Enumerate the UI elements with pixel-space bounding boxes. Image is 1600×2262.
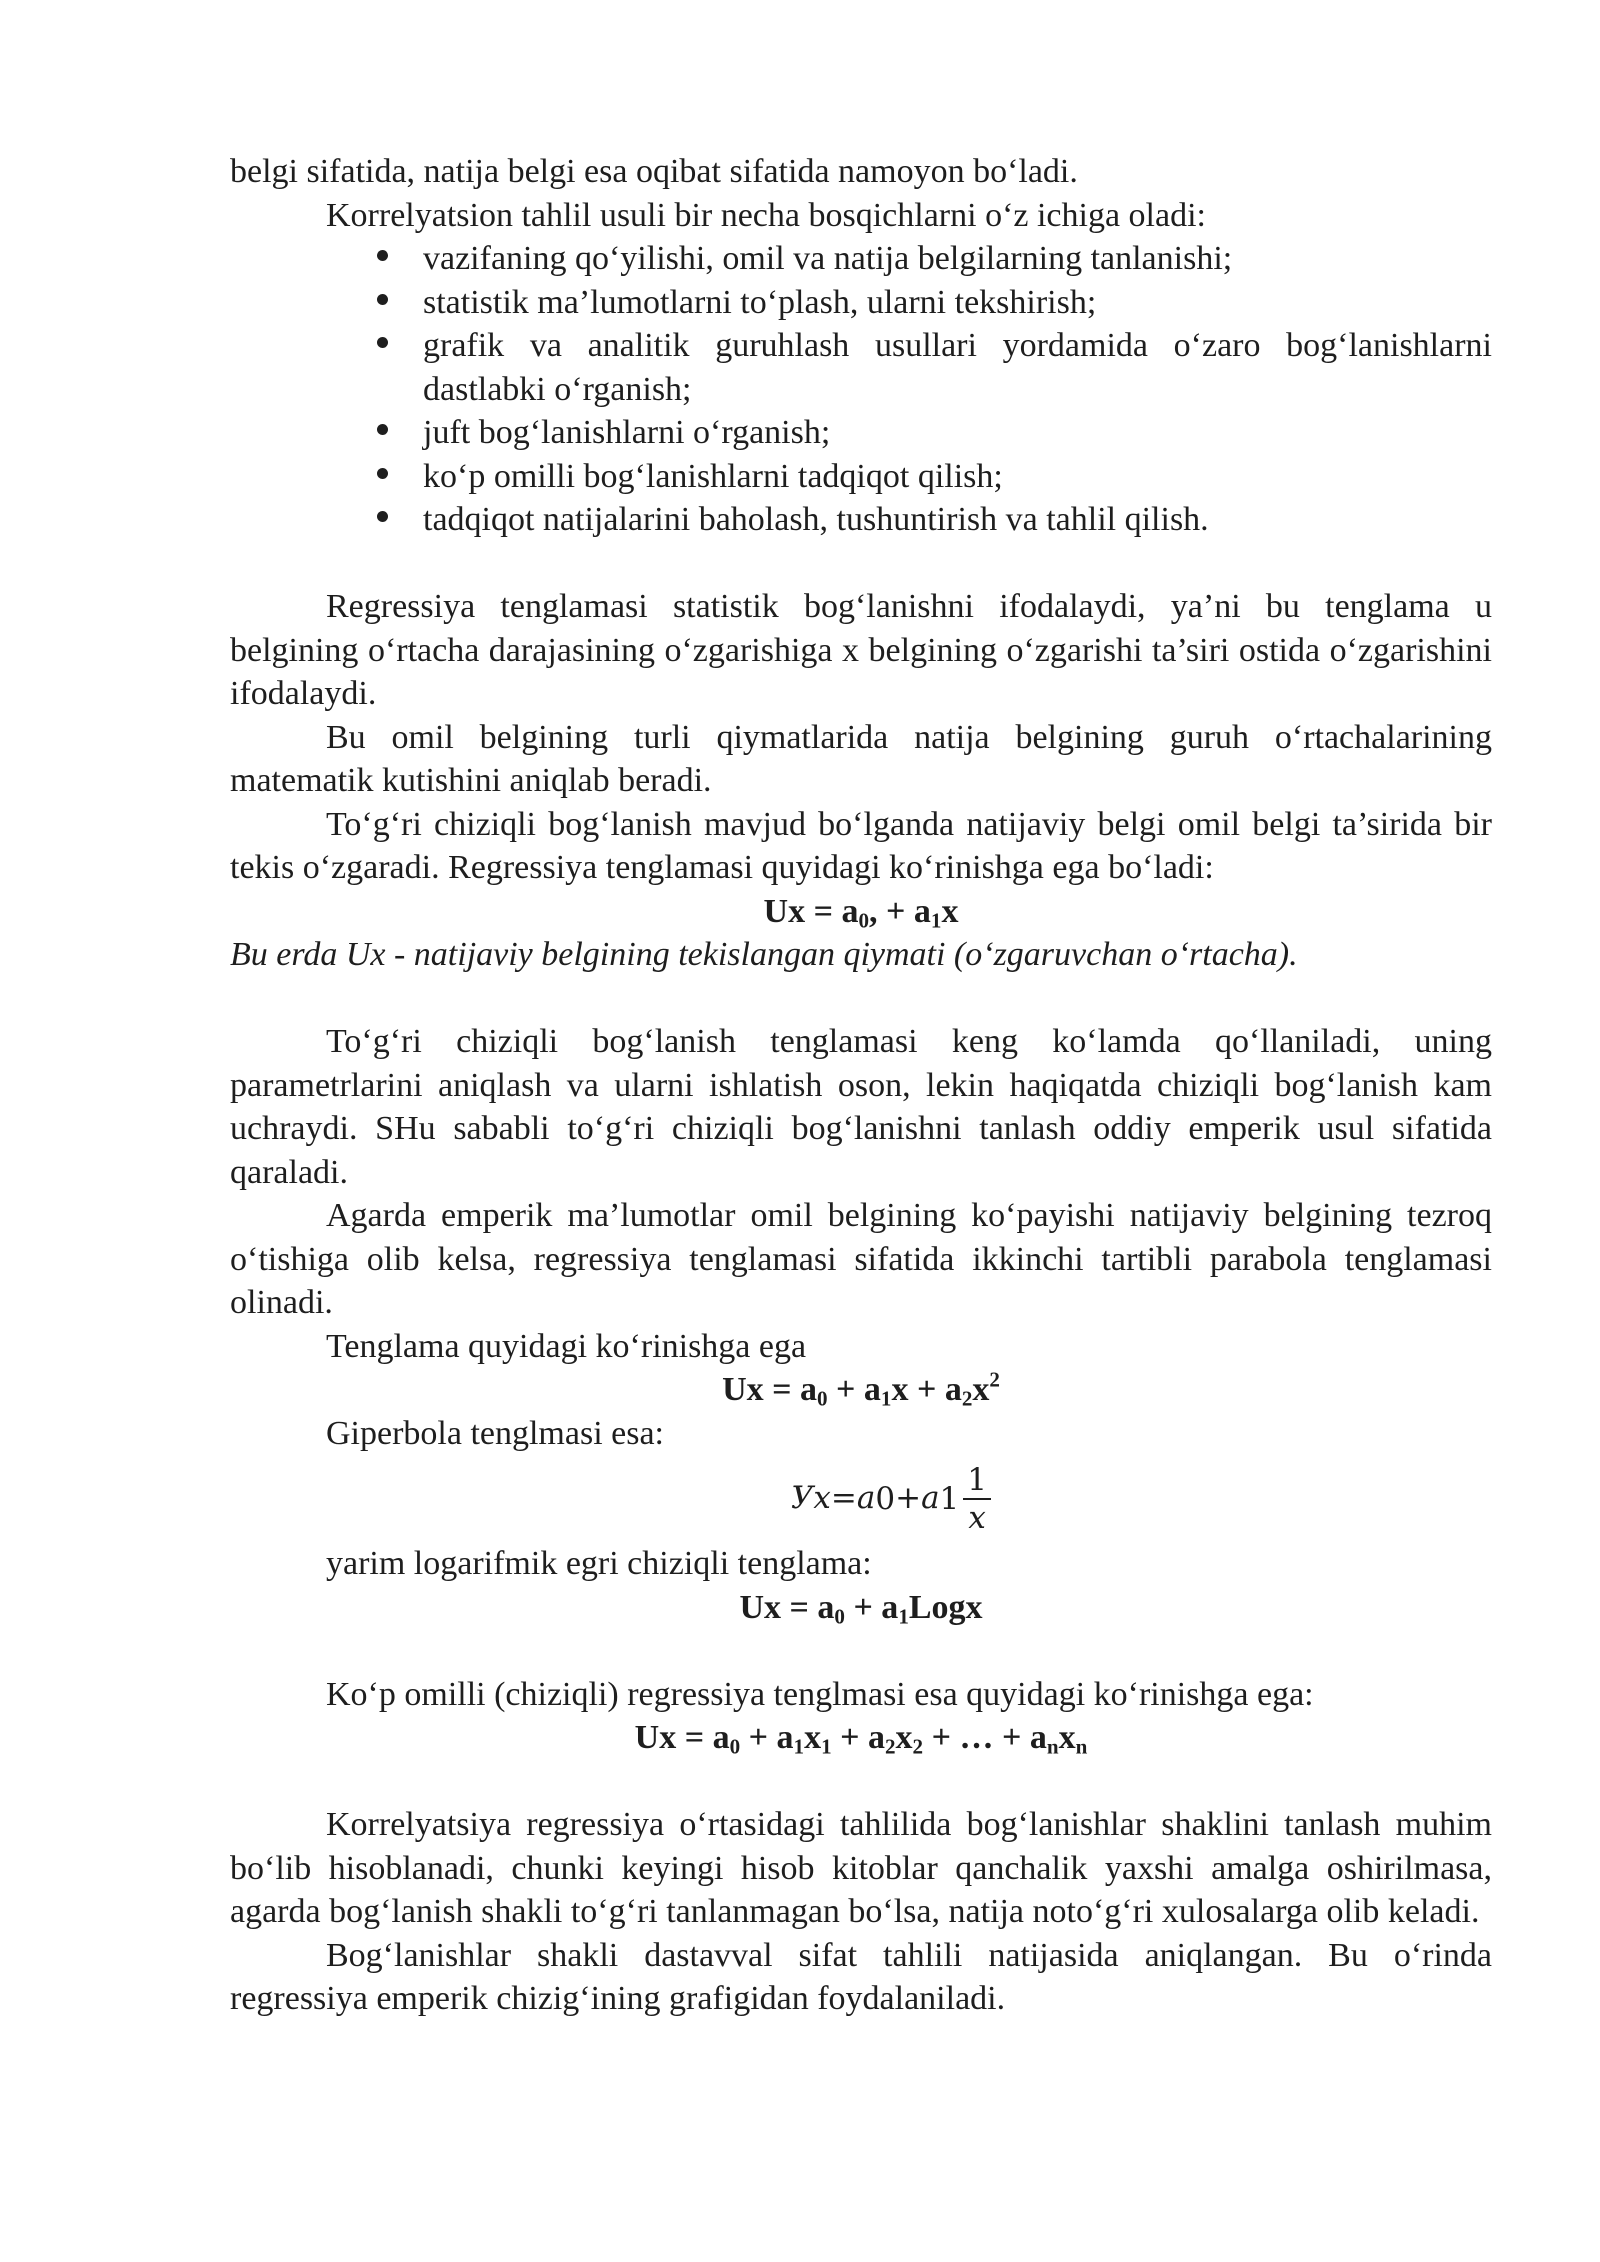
bullet-icon <box>377 337 388 348</box>
paragraph-14: Bog‘lanishlar shakli dastavval sifat tahlili natijasida aniqlangan. Bu o‘rinda regressiya emperik chizig‘ining grafigidan foydalaniladi. <box>230 1936 1492 2017</box>
document-page <box>230 150 1492 2021</box>
list-item: vazifaning qo‘yilishi, omil va natija belgilarning tanlanishi; <box>377 237 1492 281</box>
spacer <box>230 542 1492 586</box>
paragraph-12: Ko‘p omilli (chiziqli) regressiya tenglmasi esa quyidagi ko‘rinishga ega: <box>326 1675 1314 1713</box>
hyperbola-formula: Ух = a 0 + a 1 $\frac{1}{x}$ <box>230 1455 1492 1542</box>
parabola-formula: $Ux = a_0 + a_1x + a_2x^2$ <box>722 1367 1000 1411</box>
list-item: grafik va analitik guruhlash usullari yordamida o‘zaro bog‘lanishlarni dastlabki o‘rganish; <box>377 324 1492 411</box>
paragraph-5: To‘g‘ri chiziqli bog‘lanish mavjud bo‘lganda natijaviy belgi omil belgi ta’sirida bir tekis o‘zgaradi. Regressiya tenglamasi quyidagi ko‘rinishga ega bo‘ladi: <box>230 805 1492 886</box>
paragraph-2: Korrelyatsion tahlil usuli bir necha bosqichlarni o‘z ichiga oladi: <box>326 196 1206 234</box>
semilog-formula: $Ux = a_0$ + $a_1Logx$ <box>739 1588 983 1628</box>
paragraph-13: Korrelyatsiya regressiya o‘rtasidagi tahlilida bog‘lanishlar shaklini tanlash muhim bo‘lib hisoblanadi, chunki keyingi hisob kitoblar qanchalik yaxshi amalga oshirilmasa, agarda bog‘lanish shakli to‘g‘ri tanlanmagan bo‘lsa, natija noto‘g‘ri xulosalarga olib keladi. <box>230 1806 1492 1930</box>
paragraph-10: Giperbola tenglmasi esa: <box>326 1414 665 1452</box>
bullet-icon <box>377 511 388 522</box>
list-item: ko‘p omilli bog‘lanishlarni tadqiqot qilish; <box>377 455 1492 499</box>
bullet-icon <box>377 250 388 261</box>
stages-list <box>230 237 1492 542</box>
paragraph-1: belgi sifatida, natija belgi esa oqibat sifatida namoyon bo‘ladi. <box>230 153 1078 190</box>
paragraph-11: yarim logarifmik egri chiziqli tenglama: <box>326 1545 872 1582</box>
bullet-icon <box>377 468 388 479</box>
list-item: tadqiqot natijalarini baholash, tushuntirish va tahlil qilish. <box>377 498 1492 542</box>
multiple-regression-formula: $Ux = a_0 + a_1x_1 + a_2x_2$ + … + $a_nx_n$ <box>634 1719 1088 1759</box>
paragraph-6: Bu erda Ux - natijaviy belgining tekislangan qiymati (o‘zgaruvchan o‘rtacha). <box>230 936 1298 973</box>
paragraph-7: To‘g‘ri chiziqli bog‘lanish tenglamasi keng ko‘lamda qo‘llaniladi, uning parametrlarini aniqlash va ularni ishlatish oson, lekin haqiqatda chiziqli bog‘lanish kam uchraydi. SHu sababli to‘g‘ri chiziqli bog‘lanishni tanlash oddiy emperik usul sifatida qaraladi. <box>230 1023 1492 1191</box>
spacer <box>230 1760 1492 1804</box>
spacer <box>230 1629 1492 1673</box>
paragraph-4: Bu omil belgining turli qiymatlarida natija belgining guruh o‘rtachalarining matematik kutishini aniqlab beradi. <box>230 718 1492 799</box>
paragraph-9: Tenglama quyidagi ko‘rinishga ega <box>326 1327 807 1365</box>
paragraph-3: Regressiya tenglamasi statistik bog‘lanishni ifodalaydi, ya’ni bu tenglama u belgining o‘rtacha darajasining o‘zgarishiga x belgining o‘zgarishi ta’siri ostida o‘zgarishini ifodalaydi. <box>230 588 1492 712</box>
paragraph-8: Agarda emperik ma’lumotlar omil belgining ko‘payishi natijaviy belgining tezroq o‘tishiga olib kelsa, regressiya tenglamasi sifatida ikkinchi tartibli parabola tenglamasi olinadi. <box>230 1197 1492 1321</box>
bullet-icon <box>377 294 388 305</box>
linear-regression-formula: $Ux = a_0$, + $a_1x$ <box>763 892 959 932</box>
bullet-icon <box>377 424 388 435</box>
fraction: $\frac{1}{x}$ <box>963 1462 991 1536</box>
spacer <box>230 977 1492 1021</box>
list-item: statistik ma’lumotlarni to‘plash, ularni tekshirish; <box>377 281 1492 325</box>
list-item: juft bog‘lanishlarni o‘rganish; <box>377 411 1492 455</box>
